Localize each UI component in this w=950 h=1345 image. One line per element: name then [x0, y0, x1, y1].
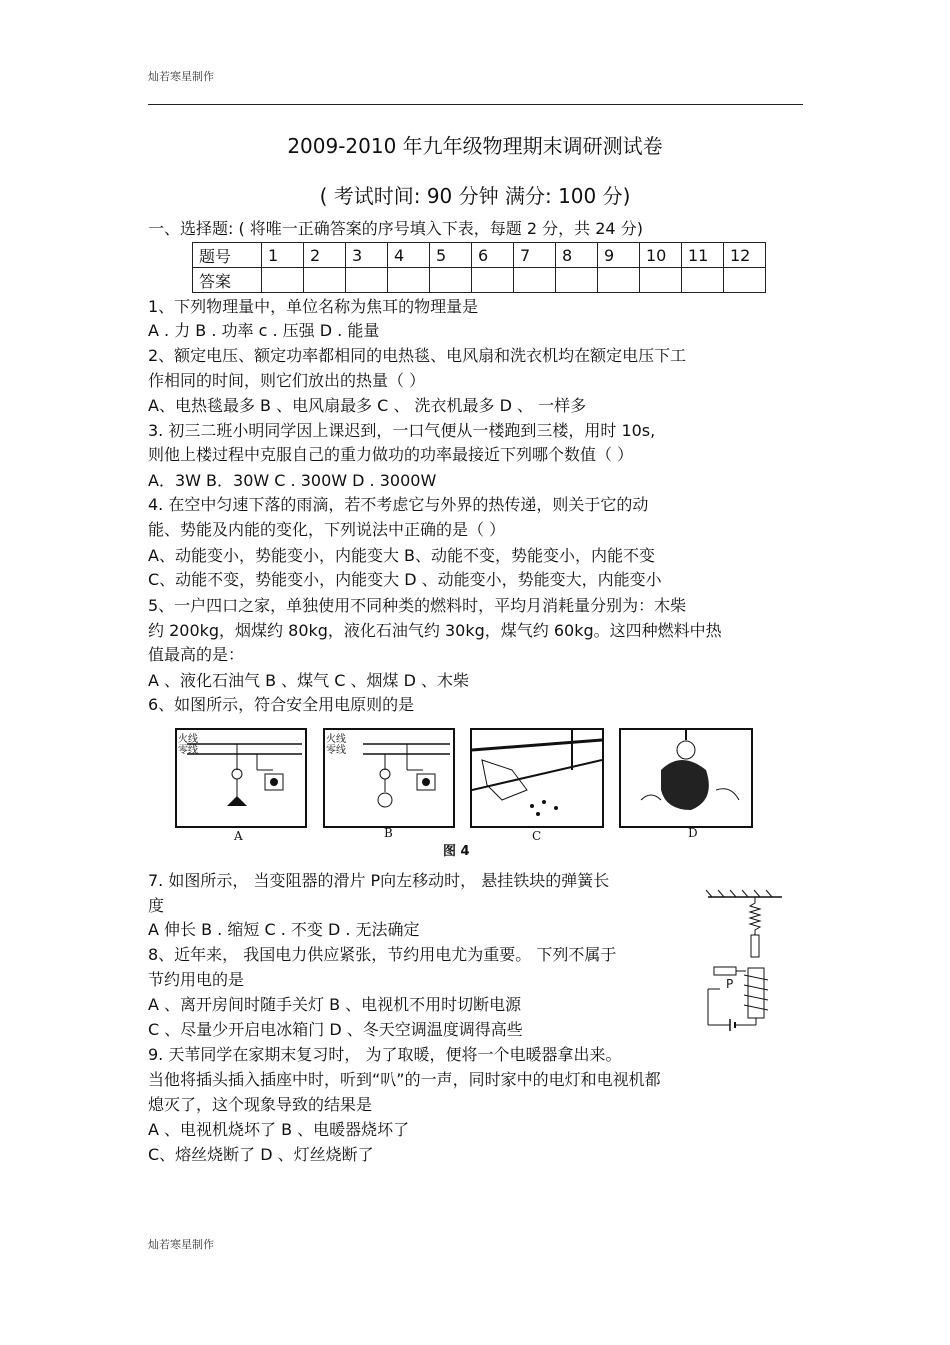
- spring-electromagnet-drawing: [700, 885, 790, 1035]
- question-number-cell: 2: [304, 243, 346, 268]
- live-wire-label: 火线: [178, 734, 198, 745]
- question-2: 2、额定电压、额定功率都相同的电热毯、电风扇和洗衣机均在额定电压下工: [148, 346, 687, 365]
- question-9-options-cd: C、熔丝烧断了 D 、灯丝烧断了: [148, 1145, 374, 1164]
- footer-note: 灿若寒星制作: [148, 1238, 214, 1251]
- question-8-cont: 节约用电的是: [148, 970, 245, 989]
- question-9-options-ab: A 、电视机烧坏了 B 、电暖器烧坏了: [148, 1120, 410, 1139]
- answer-table: [192, 242, 766, 293]
- question-8-options-cd: C 、尽量少开启电冰箱门 D 、冬天空调温度调得高些: [148, 1020, 523, 1039]
- live-wire-label: 火线: [326, 734, 346, 745]
- question-5: 5、一户四口之家，单独使用不同种类的燃料时，平均月消耗量分别为：木柴: [148, 596, 687, 615]
- figure-4b-wire-labels: [326, 734, 346, 756]
- question-number-cell: 8: [556, 243, 598, 268]
- question-7-options: A 伸长 B . 缩短 C . 不变 D . 无法确定: [148, 920, 420, 939]
- answer-cell[interactable]: [430, 268, 472, 293]
- question-6: 6、如图所示，符合安全用电原则的是: [148, 695, 415, 714]
- answer-table-answer-row: [193, 268, 766, 293]
- answer-cell[interactable]: [556, 268, 598, 293]
- answer-cell[interactable]: [724, 268, 766, 293]
- question-9: 9. 天苇同学在家期末复习时， 为了取暖，便将一个电暖器拿出来。: [148, 1045, 622, 1064]
- question-number-cell: 10: [640, 243, 682, 268]
- figure-q7: [700, 885, 790, 1035]
- neutral-wire-label: 零线: [178, 745, 198, 756]
- row-label-number: 题号: [193, 243, 262, 268]
- wet-cloth-drawing: [472, 730, 602, 826]
- figure-label-d: D: [688, 826, 698, 840]
- figure-label-b: B: [384, 826, 393, 840]
- question-5-cont: 约 200kg，烟煤约 80kg，液化石油气约 30kg，煤气约 60kg。这四种燃料中热: [148, 621, 722, 640]
- question-4: 4. 在空中匀速下落的雨滴，若不考虑它与外界的热传递，则关于它的动: [148, 495, 649, 514]
- question-7-cont: 度: [148, 896, 165, 915]
- figure-4c: [470, 728, 604, 828]
- question-number-cell: 12: [724, 243, 766, 268]
- question-5-cont2: 值最高的是：: [148, 645, 245, 664]
- figure-label-a: A: [234, 829, 243, 843]
- question-number-cell: 1: [262, 243, 304, 268]
- question-1-options: A . 力 B . 功率 c . 压强 D . 能量: [148, 321, 380, 340]
- figure-4d: [619, 728, 753, 828]
- answer-cell[interactable]: [514, 268, 556, 293]
- question-2-cont: 作相同的时间，则它们放出的热量（ ）: [148, 371, 426, 390]
- question-number-cell: 4: [388, 243, 430, 268]
- answer-cell[interactable]: [682, 268, 724, 293]
- question-number-cell: 5: [430, 243, 472, 268]
- question-3: 3. 初三二班小明同学因上课迟到，一口气便从一楼跑到三楼，用时 10s,: [148, 421, 656, 440]
- answer-table-number-row: [193, 243, 766, 268]
- question-number-cell: 9: [598, 243, 640, 268]
- question-5-options: A 、液化石油气 B 、煤气 C 、烟煤 D 、木柴: [148, 671, 470, 690]
- answer-cell[interactable]: [388, 268, 430, 293]
- figure-4a-wire-labels: [178, 734, 198, 756]
- question-3-options: A．3W B．30W C . 300W D . 3000W: [148, 471, 437, 490]
- question-9-cont2: 熄灭了，这个现象导致的结果是: [148, 1095, 373, 1114]
- answer-cell[interactable]: [346, 268, 388, 293]
- answer-cell[interactable]: [598, 268, 640, 293]
- header-note: 灿若寒星制作: [148, 70, 214, 83]
- question-number-cell: 7: [514, 243, 556, 268]
- question-7: 7. 如图所示， 当变阻器的滑片 P向左移动时， 悬挂铁块的弹簧长: [148, 871, 610, 890]
- question-number-cell: 3: [346, 243, 388, 268]
- question-9-cont: 当他将插头插入插座中时，听到“叭”的一声，同时家中的电灯和电视机都: [148, 1070, 661, 1089]
- answer-cell[interactable]: [640, 268, 682, 293]
- answer-cell[interactable]: [472, 268, 514, 293]
- answer-cell[interactable]: [304, 268, 346, 293]
- answer-cell[interactable]: [262, 268, 304, 293]
- section-heading: 一、选择题: ( 将唯一正确答案的序号填入下表，每题 2 分，共 24 分): [148, 219, 643, 238]
- question-8: 8、近年来， 我国电力供应紧张，节约用电尤为重要。 下列不属于: [148, 945, 617, 964]
- bulb-change-drawing: [621, 730, 751, 826]
- question-number-cell: 6: [472, 243, 514, 268]
- page-title: 2009-2010 年九年级物理期末调研测试卷: [287, 134, 663, 158]
- figure-caption: 图 4: [443, 844, 470, 859]
- question-2-options: A、电热毯最多 B 、电风扇最多 C 、 洗衣机最多 D 、 一样多: [148, 396, 587, 415]
- question-4-options-ab: A、动能变小，势能变小，内能变大 B、动能不变，势能变小，内能不变: [148, 546, 656, 565]
- header-rule: [148, 104, 803, 105]
- slider-label: P: [726, 977, 734, 991]
- question-4-options-cd: C、动能不变，势能变小，内能变大 D 、动能变小，势能变大，内能变小: [148, 570, 662, 589]
- question-1: 1、下列物理量中，单位名称为焦耳的物理量是: [148, 297, 479, 316]
- question-3-cont: 则他上楼过程中克服自己的重力做功的功率最接近下列哪个数值（ ）: [148, 445, 634, 464]
- question-8-options-ab: A 、离开房间时随手关灯 B 、电视机不用时切断电源: [148, 995, 522, 1014]
- question-number-cell: 11: [682, 243, 724, 268]
- figure-label-c: C: [532, 829, 542, 843]
- exam-info: ( 考试时间: 90 分钟 满分: 100 分): [319, 184, 631, 208]
- question-4-cont: 能、势能及内能的变化，下列说法中正确的是（ ）: [148, 520, 506, 539]
- row-label-answer: 答案: [193, 268, 262, 293]
- neutral-wire-label: 零线: [326, 745, 346, 756]
